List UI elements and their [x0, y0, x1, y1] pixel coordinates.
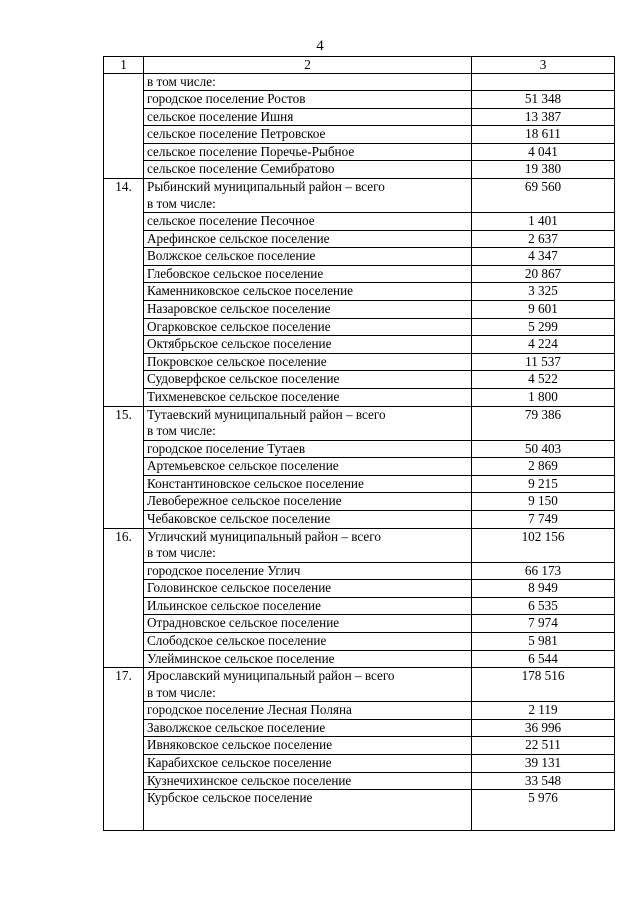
table-row [104, 161, 615, 179]
region-total: 79 386 [472, 406, 615, 440]
settlement-name: Судоверфское сельское поселение [144, 371, 472, 389]
region-row [104, 179, 615, 213]
region-total: 178 516 [472, 668, 615, 702]
table-row [104, 371, 615, 389]
settlement-name: сельское поселение Песочное [144, 213, 472, 231]
population-value: 66 173 [472, 562, 615, 580]
region-number: 16. [104, 528, 144, 668]
table-row [104, 475, 615, 493]
table-row [104, 719, 615, 737]
settlement-name: городское поселение Ростов [144, 91, 472, 109]
settlement-name: Ивняковское сельское поселение [144, 737, 472, 755]
header-row [104, 57, 615, 74]
table-row [104, 336, 615, 354]
table-row [104, 754, 615, 772]
population-value: 39 131 [472, 754, 615, 772]
region-title: Тутаевский муниципальный район – всего [147, 406, 386, 422]
settlement-name: Каменниковское сельское поселение [144, 283, 472, 301]
region-total: 69 560 [472, 179, 615, 213]
population-value: 6 544 [472, 650, 615, 668]
settlement-name: Курбское сельское поселение [144, 790, 472, 831]
subtitle-in-total: в том числе: [144, 73, 472, 91]
table-row [104, 702, 615, 720]
header-cell-3: 3 [472, 57, 615, 74]
settlement-name: Слободское сельское поселение [144, 632, 472, 650]
population-value: 51 348 [472, 91, 615, 109]
population-value: 2 119 [472, 702, 615, 720]
table-row [104, 265, 615, 283]
population-value: 11 537 [472, 353, 615, 371]
table-row [104, 632, 615, 650]
settlement-name: Константиновское сельское поселение [144, 475, 472, 493]
table-row [104, 248, 615, 266]
table-row [104, 493, 615, 511]
settlement-name: Тихменевское сельское поселение [144, 389, 472, 407]
population-table [103, 56, 615, 831]
region-number: 17. [104, 668, 144, 831]
population-value: 4 522 [472, 371, 615, 389]
region-total: 102 156 [472, 528, 615, 562]
settlement-name: городское поселение Лесная Поляна [144, 702, 472, 720]
table-row [104, 650, 615, 668]
settlement-name: городское поселение Углич [144, 562, 472, 580]
population-value: 50 403 [472, 440, 615, 458]
table-row [104, 737, 615, 755]
settlement-name: Глебовское сельское поселение [144, 265, 472, 283]
table-row [104, 580, 615, 598]
settlement-name: Покровское сельское поселение [144, 353, 472, 371]
region-row [104, 668, 615, 702]
region-title-cell [144, 528, 472, 562]
population-value: 4 224 [472, 336, 615, 354]
population-value: 18 611 [472, 126, 615, 144]
settlement-name: Арефинское сельское поселение [144, 230, 472, 248]
region-title-cell [144, 406, 472, 440]
population-value: 4 347 [472, 248, 615, 266]
region-title: Ярославский муниципальный район – всего [147, 668, 395, 684]
settlement-name: Левобережное сельское поселение [144, 493, 472, 511]
population-value: 19 380 [472, 161, 615, 179]
population-value: 1 800 [472, 389, 615, 407]
population-value: 6 535 [472, 597, 615, 615]
population-value: 5 299 [472, 318, 615, 336]
region-row [104, 406, 615, 440]
table-row [104, 562, 615, 580]
population-value: 3 325 [472, 283, 615, 301]
settlement-name: сельское поселение Поречье-Рыбное [144, 143, 472, 161]
region-subtitle: в том числе: [147, 545, 216, 561]
population-value: 13 387 [472, 108, 615, 126]
region-title: Рыбинский муниципальный район – всего [147, 179, 385, 195]
settlement-name: Кузнечихинское сельское поселение [144, 772, 472, 790]
population-value: 5 981 [472, 632, 615, 650]
header-cell-2: 2 [144, 57, 472, 74]
table-row [104, 389, 615, 407]
table-row [104, 510, 615, 528]
table-row [104, 790, 615, 831]
population-value: 20 867 [472, 265, 615, 283]
table-row [104, 318, 615, 336]
settlement-name: Заволжское сельское поселение [144, 719, 472, 737]
population-value: 7 974 [472, 615, 615, 633]
region-subtitle: в том числе: [147, 423, 216, 439]
settlement-name: Улейминское сельское поселение [144, 650, 472, 668]
settlement-name: Огарковское сельское поселение [144, 318, 472, 336]
table-row [104, 772, 615, 790]
settlement-name: сельское поселение Петровское [144, 126, 472, 144]
table-row [104, 440, 615, 458]
population-value: 33 548 [472, 772, 615, 790]
subtitle-row [104, 73, 615, 91]
population-value: 4 041 [472, 143, 615, 161]
population-value: 7 749 [472, 510, 615, 528]
population-value: 9 215 [472, 475, 615, 493]
settlement-name: Чебаковское сельское поселение [144, 510, 472, 528]
settlement-name: Назаровское сельское поселение [144, 301, 472, 319]
region-number: 15. [104, 406, 144, 528]
settlement-name: сельское поселение Ишня [144, 108, 472, 126]
table-row [104, 108, 615, 126]
page-number: 4 [316, 38, 324, 54]
population-value: 9 601 [472, 301, 615, 319]
population-value: 9 150 [472, 493, 615, 511]
settlement-name: Головинское сельское поселение [144, 580, 472, 598]
table-row [104, 230, 615, 248]
population-value: 36 996 [472, 719, 615, 737]
header-cell-1: 1 [104, 57, 144, 74]
region-title-cell [144, 668, 472, 702]
population-value: 22 511 [472, 737, 615, 755]
settlement-name: Артемьевское сельское поселение [144, 458, 472, 476]
region-number: 14. [104, 179, 144, 407]
table-row [104, 91, 615, 109]
region-title: Угличский муниципальный район – всего [147, 528, 381, 544]
population-value: 2 637 [472, 230, 615, 248]
settlement-name: сельское поселение Семибратово [144, 161, 472, 179]
population-value-empty [472, 73, 615, 91]
settlement-name: Ильинское сельское поселение [144, 597, 472, 615]
population-value: 1 401 [472, 213, 615, 231]
region-subtitle: в том числе: [147, 684, 216, 700]
table-body [104, 57, 615, 831]
table-row [104, 283, 615, 301]
table-row [104, 615, 615, 633]
region-row [104, 528, 615, 562]
population-value: 5 976 [472, 790, 615, 831]
region-subtitle: в том числе: [147, 195, 216, 211]
number-cell-empty [104, 73, 144, 179]
table-row [104, 143, 615, 161]
table-row [104, 301, 615, 319]
table-row [104, 597, 615, 615]
table-row [104, 126, 615, 144]
table-row [104, 353, 615, 371]
settlement-name: Волжское сельское поселение [144, 248, 472, 266]
population-value: 2 869 [472, 458, 615, 476]
settlement-name: Отрадновское сельское поселение [144, 615, 472, 633]
settlement-name: Октябрьское сельское поселение [144, 336, 472, 354]
settlement-name: Карабихское сельское поселение [144, 754, 472, 772]
region-title-cell [144, 179, 472, 213]
table-row [104, 458, 615, 476]
table-row [104, 213, 615, 231]
settlement-name: городское поселение Тутаев [144, 440, 472, 458]
population-value: 8 949 [472, 580, 615, 598]
